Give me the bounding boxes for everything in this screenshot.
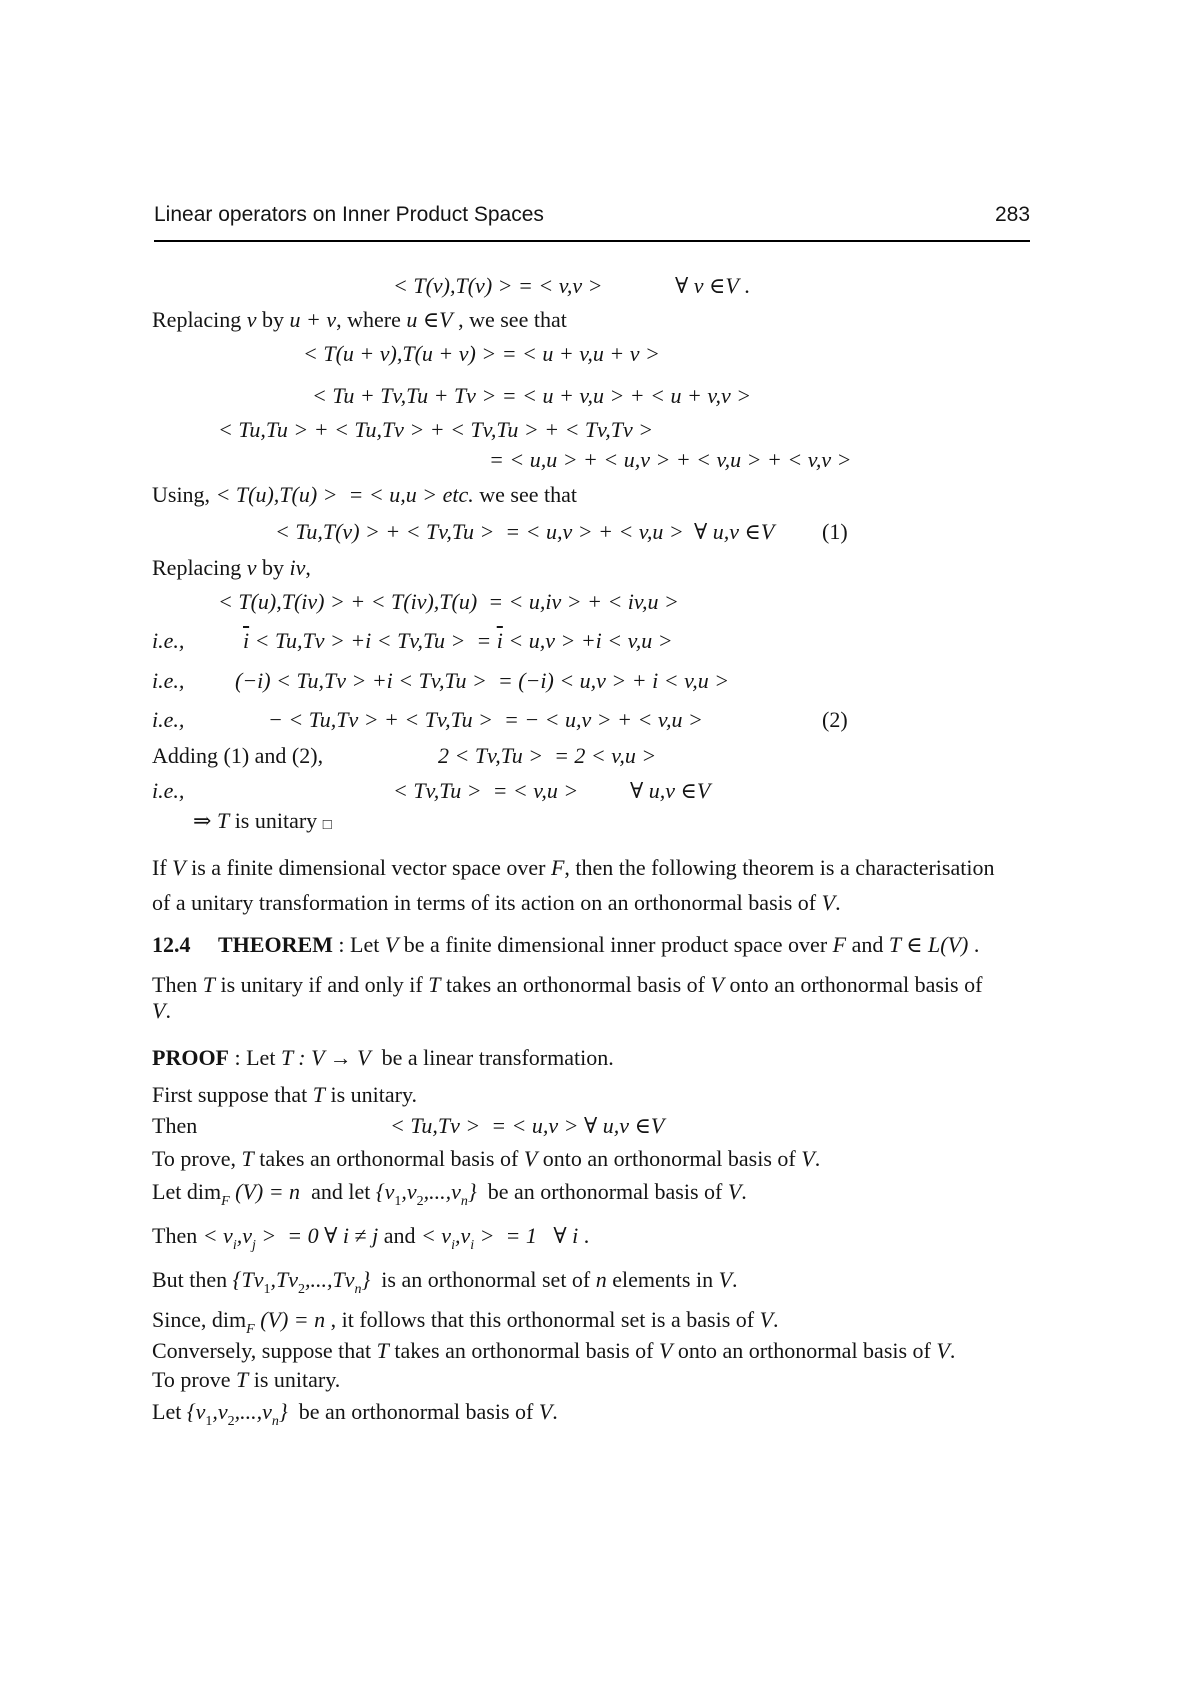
text-segment: iv bbox=[289, 555, 306, 580]
text-segment: PROOF bbox=[152, 1045, 229, 1070]
text-segment: . bbox=[835, 890, 841, 915]
text-segment: 2 bbox=[297, 1282, 305, 1297]
text-segment: n bbox=[354, 1282, 362, 1297]
text-segment: i bbox=[572, 1223, 579, 1248]
ie-label bbox=[152, 627, 184, 655]
text-segment: V bbox=[718, 1267, 733, 1292]
text-segment: Let bbox=[152, 1399, 187, 1424]
text-segment: ∈ bbox=[709, 273, 726, 298]
text-segment: □ bbox=[322, 817, 332, 833]
text-segment: i bbox=[451, 1238, 455, 1253]
body-line bbox=[152, 889, 841, 917]
text-segment: T bbox=[888, 932, 907, 957]
proof-line bbox=[152, 1044, 614, 1072]
body-line bbox=[152, 1398, 558, 1431]
text-segment: V bbox=[760, 519, 775, 544]
text-segment: takes an orthonormal basis of bbox=[388, 1338, 659, 1363]
text-segment: and let bbox=[300, 1179, 376, 1204]
text-segment: onto an orthonormal basis of bbox=[537, 1146, 802, 1171]
body-line bbox=[152, 1145, 820, 1173]
text-segment: onto an orthonormal basis of bbox=[672, 1338, 937, 1363]
text-segment: ∀ bbox=[675, 273, 694, 298]
text-segment: T bbox=[202, 972, 215, 997]
text-segment: we see that bbox=[473, 482, 577, 507]
text-segment: ,Tv bbox=[270, 1267, 298, 1292]
text-segment: T bbox=[312, 1082, 325, 1107]
text-segment: ,...,v bbox=[234, 1399, 272, 1424]
theorem-line bbox=[152, 971, 982, 999]
text-segment: < Tu,Tv > +i < Tv,Tu > = bbox=[249, 628, 497, 653]
text-segment: i bbox=[232, 1238, 237, 1253]
text-segment: } bbox=[467, 1179, 477, 1204]
text-segment: − < Tu,Tv > + < Tv,Tu > = − < u,v > + < v,u > bbox=[268, 707, 703, 732]
text-segment: > = 0 bbox=[255, 1223, 325, 1248]
text-segment: V bbox=[725, 273, 739, 298]
body-line bbox=[152, 481, 577, 509]
text-segment: < T(u + v),T(u + v) > = < u + v,u + v > bbox=[303, 341, 660, 366]
body-line bbox=[152, 1337, 955, 1365]
text-segment: $\overline{i}$ bbox=[243, 628, 250, 653]
text-segment: ,v bbox=[212, 1399, 228, 1424]
text-segment: is an orthonormal set of bbox=[370, 1267, 596, 1292]
text-segment: < u,v > +i < v,u > bbox=[502, 628, 673, 653]
equation-number bbox=[822, 518, 848, 546]
text-segment: < v bbox=[420, 1223, 452, 1248]
text-segment: : Let bbox=[229, 1045, 281, 1070]
text-segment: n bbox=[460, 1194, 468, 1209]
text-segment: < v bbox=[202, 1223, 233, 1248]
text-segment: , where bbox=[336, 307, 407, 332]
text-segment: takes an orthonormal basis of bbox=[440, 972, 711, 997]
text-segment: If bbox=[152, 855, 173, 880]
text-segment: V bbox=[172, 855, 186, 880]
text-segment: j bbox=[251, 1238, 256, 1253]
body-line bbox=[152, 554, 311, 582]
text-segment: be an orthonormal basis of bbox=[287, 1399, 539, 1424]
text-segment: First suppose that bbox=[152, 1082, 313, 1107]
forall-clause bbox=[694, 518, 774, 546]
text-segment: V bbox=[538, 1399, 553, 1424]
equation-line bbox=[218, 588, 679, 616]
forall-clause bbox=[675, 272, 750, 300]
text-segment: and bbox=[846, 932, 889, 957]
text-segment: be a finite dimensional inner product space over bbox=[398, 932, 833, 957]
equation-line bbox=[390, 1112, 664, 1140]
text-segment: T bbox=[428, 972, 441, 997]
text-segment: ∀ bbox=[630, 778, 649, 803]
text-segment: ∈ bbox=[634, 1113, 651, 1138]
text-segment: To prove, bbox=[152, 1146, 242, 1171]
text-segment: < Tu + Tv,Tu + Tv > = < u + v,u > + < u + v,v > bbox=[312, 383, 752, 408]
text-segment: THEOREM bbox=[218, 932, 333, 957]
text-segment: Then bbox=[152, 972, 203, 997]
text-segment: V bbox=[384, 932, 399, 957]
body-line bbox=[152, 1112, 197, 1140]
text-segment: and bbox=[378, 1223, 421, 1248]
text-segment: T bbox=[236, 1367, 249, 1392]
text-segment: V bbox=[821, 890, 836, 915]
equation-number bbox=[822, 706, 848, 734]
text-segment: V bbox=[936, 1338, 950, 1363]
ie-label bbox=[152, 706, 184, 734]
text-segment: ∈ bbox=[422, 307, 440, 332]
text-segment: V bbox=[523, 1146, 538, 1171]
body-line bbox=[152, 1178, 747, 1211]
text-segment: ∈ bbox=[744, 519, 761, 544]
text-segment: ,...,v bbox=[423, 1179, 461, 1204]
forall-clause bbox=[630, 777, 710, 805]
text-segment: V bbox=[439, 307, 453, 332]
text-segment: } bbox=[278, 1399, 288, 1424]
text-segment: . bbox=[814, 1146, 821, 1171]
text-segment: . bbox=[738, 273, 750, 298]
ie-label bbox=[152, 777, 184, 805]
text-segment: 2 bbox=[416, 1194, 424, 1209]
text-segment: Conversely, suppose that bbox=[152, 1338, 377, 1363]
text-segment: < Tu,T(v) > + < Tv,Tu > = < u,v > + < v,u > bbox=[275, 519, 684, 544]
text-segment: . bbox=[949, 1338, 956, 1363]
equation-line bbox=[235, 667, 729, 695]
text-segment: ∀ bbox=[584, 1113, 603, 1138]
text-segment: < Tv,Tu > = < v,u > bbox=[393, 778, 579, 803]
text-segment: i bbox=[470, 1238, 475, 1253]
text-segment: {v bbox=[186, 1399, 206, 1424]
equation-line bbox=[393, 777, 578, 805]
text-segment: . bbox=[968, 932, 980, 957]
text-segment: V bbox=[801, 1146, 815, 1171]
text-segment: Since, bbox=[152, 1307, 212, 1332]
text-segment: V bbox=[696, 778, 711, 803]
text-segment: F bbox=[221, 1194, 230, 1209]
equation-line bbox=[312, 382, 751, 410]
body-line bbox=[152, 854, 994, 882]
text-segment: takes an orthonormal basis of bbox=[253, 1146, 524, 1171]
text-segment: V bbox=[710, 972, 724, 997]
text-segment: of a unitary transformation in terms of its action on an orthonormal basis of bbox=[152, 890, 822, 915]
text-segment bbox=[191, 932, 219, 957]
text-segment: {v bbox=[375, 1179, 395, 1204]
equation-line bbox=[218, 416, 653, 444]
text-segment: V bbox=[650, 1113, 665, 1138]
text-segment: (1) bbox=[822, 519, 848, 544]
text-segment: < Tu,Tu > + < Tu,Tv > + < Tv,Tu > + < Tv,Tv > bbox=[218, 417, 654, 442]
body-line bbox=[152, 1266, 738, 1299]
text-segment: V bbox=[152, 998, 166, 1023]
text-segment: $\overline{i}$ bbox=[496, 628, 503, 653]
text-segment: V bbox=[351, 1045, 371, 1070]
text-segment: be an orthonormal basis of bbox=[476, 1179, 728, 1204]
text-segment: . bbox=[165, 998, 171, 1023]
text-segment: Then bbox=[152, 1113, 198, 1138]
text-segment: is unitary. bbox=[248, 1367, 341, 1392]
text-segment: ,v bbox=[236, 1223, 252, 1248]
text-segment: u + v bbox=[289, 307, 337, 332]
text-segment: ∀ bbox=[324, 1223, 343, 1248]
text-segment: . bbox=[732, 1267, 738, 1292]
text-segment: Replacing bbox=[152, 555, 247, 580]
text-segment: , it follows that this orthonormal set is a basis of bbox=[325, 1307, 760, 1332]
text-segment: V bbox=[759, 1307, 774, 1332]
text-segment: etc. bbox=[442, 482, 474, 507]
text-segment: i.e., bbox=[152, 778, 185, 803]
equation-line bbox=[489, 446, 851, 474]
text-segment: u,v bbox=[712, 519, 745, 544]
text-segment: {Tv bbox=[232, 1267, 264, 1292]
text-segment: (V) = n bbox=[254, 1307, 326, 1332]
text-segment: 1 bbox=[394, 1194, 402, 1209]
text-segment: u,v bbox=[648, 778, 681, 803]
text-segment: . bbox=[578, 1223, 590, 1248]
text-segment: F bbox=[550, 855, 565, 880]
text-segment: 1 bbox=[263, 1282, 271, 1297]
text-segment: v bbox=[246, 555, 257, 580]
header-title: Linear operators on Inner Product Spaces bbox=[154, 203, 544, 226]
text-segment: ∈ bbox=[906, 932, 929, 957]
text-segment: T bbox=[241, 1146, 254, 1171]
theorem-line bbox=[152, 997, 171, 1025]
text-segment: is a finite dimensional vector space over bbox=[185, 855, 551, 880]
text-segment: < T(u),T(u) > = < u,u > bbox=[215, 482, 443, 507]
text-segment: dim bbox=[186, 1179, 222, 1204]
ie-label bbox=[152, 667, 184, 695]
text-segment: ,...,Tv bbox=[304, 1267, 355, 1292]
text-segment: Let bbox=[152, 1179, 187, 1204]
theorem-line bbox=[152, 931, 979, 959]
text-segment: ∀ bbox=[553, 1223, 573, 1248]
text-segment: V bbox=[658, 1338, 673, 1363]
text-segment: F bbox=[246, 1322, 255, 1337]
text-segment: ≠ bbox=[354, 1223, 373, 1248]
text-segment: j bbox=[372, 1223, 379, 1248]
text-segment: ⇒ bbox=[193, 808, 217, 833]
text-segment: i bbox=[342, 1223, 355, 1248]
text-segment: v bbox=[246, 307, 257, 332]
text-segment: , we see that bbox=[452, 307, 567, 332]
text-segment: ,v bbox=[454, 1223, 471, 1248]
text-segment: → bbox=[329, 1045, 352, 1070]
text-segment: < T(u),T(iv) > + < T(iv),T(u) = < u,iv > + < iv,u > bbox=[218, 589, 679, 614]
text-segment: : Let bbox=[332, 932, 385, 957]
text-segment: elements in bbox=[606, 1267, 719, 1292]
text-segment: v bbox=[693, 273, 710, 298]
text-segment: = < u,u > + < u,v > + < v,u > + < v,v > bbox=[489, 447, 852, 472]
equation-line bbox=[268, 706, 703, 734]
text-segment: . bbox=[741, 1179, 747, 1204]
text-segment: ,v bbox=[401, 1179, 417, 1204]
equation-line bbox=[243, 627, 673, 655]
body-line bbox=[152, 1222, 589, 1255]
text-segment: 2 bbox=[227, 1414, 235, 1429]
text-segment: u,v bbox=[602, 1113, 635, 1138]
conclusion-line bbox=[193, 807, 332, 835]
text-segment: Adding (1) and (2), bbox=[152, 743, 324, 768]
text-segment: V bbox=[727, 1179, 742, 1204]
body-line bbox=[152, 1366, 340, 1394]
text-segment: . bbox=[552, 1399, 558, 1424]
text-segment: i.e., bbox=[152, 668, 185, 693]
text-segment: i.e., bbox=[152, 628, 185, 653]
text-segment: (2) bbox=[822, 707, 848, 732]
equation-line bbox=[275, 518, 684, 546]
text-segment: But then bbox=[152, 1267, 233, 1292]
text-segment: To prove bbox=[152, 1367, 236, 1392]
text-segment: n bbox=[271, 1414, 279, 1429]
text-segment: is unitary if and only if bbox=[214, 972, 429, 997]
text-segment: < T(v),T(v) > = < v,v > bbox=[393, 273, 603, 298]
text-segment: 2 < Tv,Tu > = 2 < v,u > bbox=[438, 743, 657, 768]
text-segment: dim bbox=[211, 1307, 247, 1332]
text-segment: (V) = n bbox=[229, 1179, 301, 1204]
body-line bbox=[152, 306, 567, 334]
page-number: 283 bbox=[995, 203, 1031, 226]
text-segment: onto an orthonormal basis of bbox=[723, 972, 983, 997]
text-segment: } bbox=[361, 1267, 371, 1292]
text-segment: Using, bbox=[152, 482, 216, 507]
text-segment: Then bbox=[152, 1223, 203, 1248]
text-segment: ∀ bbox=[694, 519, 713, 544]
header-rule bbox=[154, 240, 1030, 242]
equation-line bbox=[303, 340, 660, 368]
text-segment: by bbox=[256, 555, 290, 580]
text-segment: F bbox=[832, 932, 847, 957]
text-segment: 12.4 bbox=[152, 932, 191, 957]
text-segment: > = 1 bbox=[474, 1223, 554, 1248]
equation-line bbox=[438, 742, 656, 770]
body-line bbox=[152, 742, 323, 770]
text-segment: , then the following theorem is a characterisation bbox=[564, 855, 995, 880]
text-segment: . bbox=[773, 1307, 779, 1332]
text-segment: is unitary bbox=[229, 808, 323, 833]
text-segment: ∈ bbox=[680, 778, 697, 803]
equation-line bbox=[393, 272, 602, 300]
text-segment: (−i) < Tu,Tv > +i < Tv,Tu > = (−i) < u,v > + i < v,u > bbox=[235, 668, 730, 693]
text-segment: < Tu,Tv > = < u,v > bbox=[390, 1113, 585, 1138]
text-segment: n bbox=[595, 1267, 607, 1292]
text-segment: 1 bbox=[205, 1414, 213, 1429]
text-segment: T bbox=[216, 808, 230, 833]
text-segment: T bbox=[376, 1338, 389, 1363]
text-segment: is unitary. bbox=[324, 1082, 418, 1107]
text-segment: T : V bbox=[280, 1045, 330, 1070]
body-line bbox=[152, 1081, 417, 1109]
body-line bbox=[152, 1306, 779, 1339]
text-segment: Replacing bbox=[152, 307, 247, 332]
text-segment: , bbox=[305, 555, 311, 580]
text-segment: i.e., bbox=[152, 707, 185, 732]
text-segment: by bbox=[256, 307, 290, 332]
text-segment: be a linear transformation. bbox=[370, 1045, 614, 1070]
text-segment: u bbox=[406, 307, 423, 332]
text-segment: L(V) bbox=[928, 932, 969, 957]
